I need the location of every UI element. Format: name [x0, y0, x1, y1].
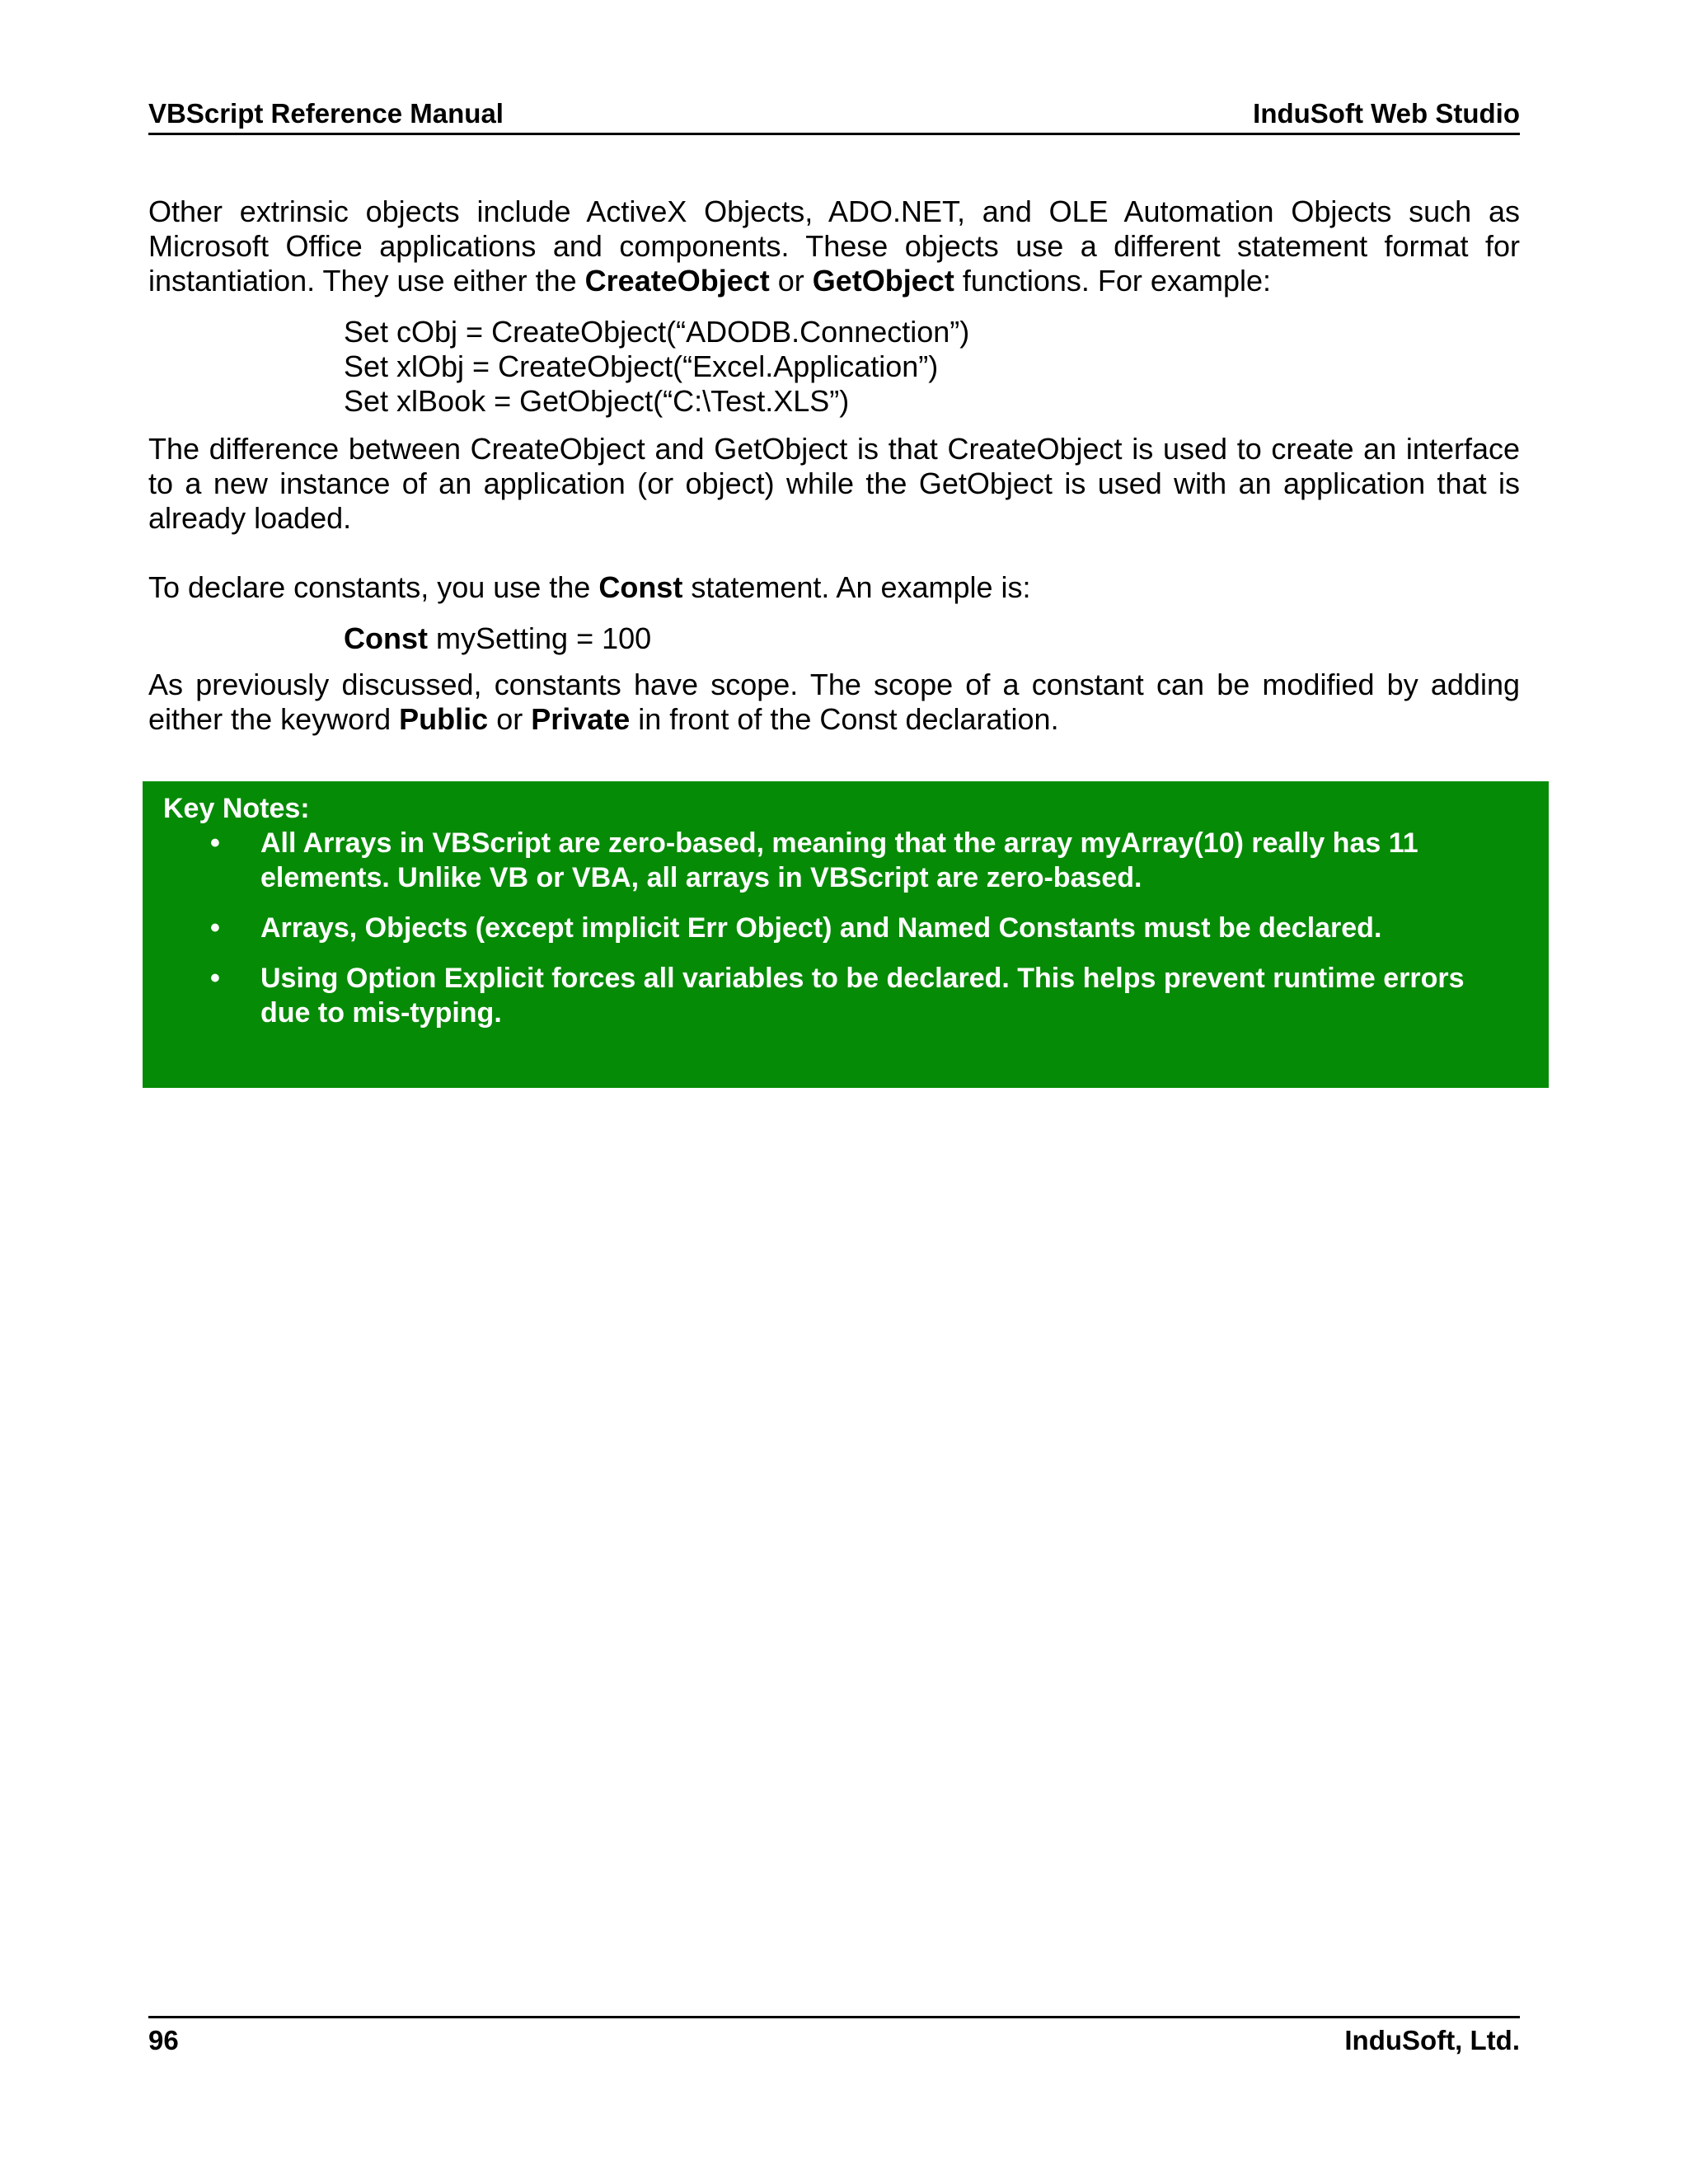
paragraph-text: As previously discussed, constants have scope. The scope of a constant can be modified by adding either the keyword	[148, 668, 1520, 736]
footer-company: InduSoft, Ltd.	[1344, 2025, 1520, 2055]
list-item	[163, 911, 1516, 945]
note-text: Using Option Explicit forces all variables to be declared. This helps prevent runtime errors due to mis-typing.	[260, 963, 1465, 1029]
note-text: Arrays, Objects (except implicit Err Object) and Named Constants must be declared.	[260, 912, 1382, 944]
code-line: Set cObj = CreateObject(“ADODB.Connection”)	[344, 315, 970, 349]
page-header	[148, 96, 1520, 135]
paragraph-text: or	[488, 702, 532, 736]
bold-const: Const	[598, 570, 683, 604]
key-notes-title: Key Notes:	[163, 793, 310, 824]
page-footer	[148, 2016, 1520, 2056]
header-product-name: InduSoft Web Studio	[1253, 98, 1520, 129]
paragraph-declare-constants	[148, 570, 1520, 605]
paragraph-constant-scope	[148, 668, 1520, 737]
paragraph-text: in front of the Const declaration.	[630, 702, 1059, 736]
paragraph-createobject-vs-getobject: The difference between CreateObject and GetObject is that CreateObject is used to create an interface to a new instance of an application (or object) while the GetObject is used with an application that is already loaded.	[148, 432, 1520, 535]
paragraph-text: statement. An example is:	[682, 570, 1031, 604]
code-example-block	[344, 315, 1520, 419]
bold-getobject: GetObject	[812, 264, 954, 298]
bold-createobject: CreateObject	[584, 264, 770, 298]
code-line: Set xlBook = GetObject(“C:\Test.XLS”)	[344, 384, 850, 418]
paragraph-text: Other extrinsic objects include ActiveX Objects, ADO.NET, and OLE Automation Objects such as Microsoft Office applications and components. These objects use a different statement format for instantiation. They use either the	[148, 194, 1520, 298]
bullet-icon: •	[210, 963, 220, 994]
code-line: Set xlObj = CreateObject(“Excel.Application”)	[344, 349, 939, 383]
paragraph-extrinsic-objects	[148, 194, 1520, 298]
bold-private: Private	[531, 702, 631, 736]
paragraph-text: To declare constants, you use the	[148, 570, 599, 604]
paragraph-text: or	[769, 264, 813, 298]
bold-public: Public	[399, 702, 489, 736]
bullet-icon: •	[210, 827, 220, 859]
key-notes-box	[143, 781, 1549, 1088]
bullet-icon: •	[210, 912, 220, 944]
header-manual-title: VBScript Reference Manual	[148, 98, 504, 129]
key-notes-list	[163, 826, 1516, 1030]
const-keyword: Const	[344, 621, 428, 655]
note-text: All Arrays in VBScript are zero-based, meaning that the array myArray(10) really has 11 elements. Unlike VB or VBA, all arrays in VBScript are zero-based.	[260, 827, 1418, 893]
page-content	[148, 194, 1520, 737]
list-item	[163, 961, 1516, 1030]
paragraph-text: functions. For example:	[954, 264, 1271, 298]
const-statement: mySetting = 100	[428, 621, 652, 655]
list-item	[163, 826, 1516, 895]
page-number: 96	[148, 2025, 179, 2055]
const-example	[344, 621, 1520, 656]
